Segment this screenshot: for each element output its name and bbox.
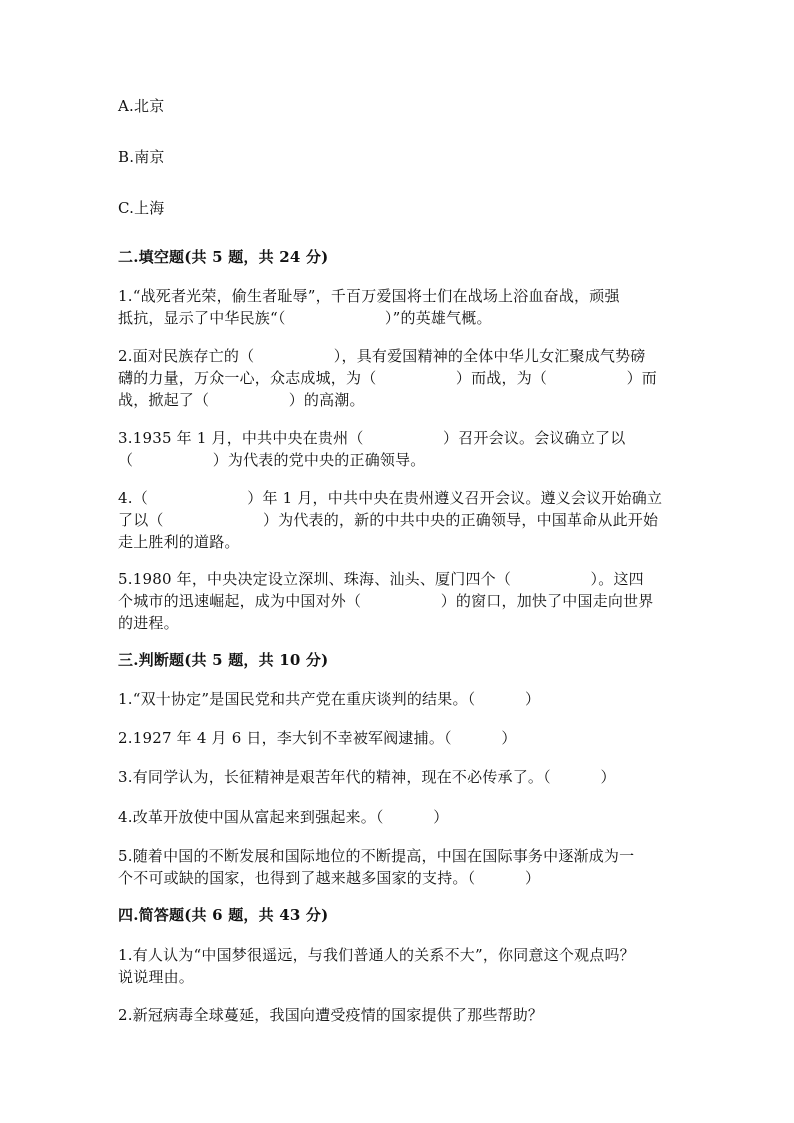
option-a: A.北京 [118, 97, 165, 115]
fill-q4-line3: 走上胜利的道路。 [118, 533, 240, 551]
option-c: C.上海 [118, 199, 165, 217]
fill-q5-line2: 个城市的迅速崛起，成为中国对外（ ）的窗口，加快了中国走向世界 [118, 592, 654, 610]
judge-q4: 4.改革开放使中国从富起来到强起来。（ ） [118, 808, 449, 826]
option-b: B.南京 [118, 148, 165, 166]
judge-q1: 1.“双十协定”是国民党和共产党在重庆谈判的结果。（ ） [118, 690, 541, 708]
judge-q5-line1: 5.随着中国的不断发展和国际地位的不断提高，中国在国际事务中逐渐成为一 [118, 847, 635, 865]
short-q1-line1: 1.有人认为“中国梦很遥远，与我们普通人的关系不大”，你同意这个观点吗？ [118, 946, 635, 964]
judge-q3: 3.有同学认为，长征精神是艰苦年代的精神，现在不必传承了。（ ） [118, 768, 616, 786]
fill-q1-line2: 抵抗，显示了中华民族“（ ）”的英雄气概。 [118, 309, 492, 327]
judge-q2: 2.1927 年 4 月 6 日，李大钊不幸被军阀逮捕。（ ） [118, 729, 517, 747]
section-4-heading: 四.简答题(共 6 题，共 43 分) [118, 906, 329, 924]
short-q1-line2: 说说理由。 [118, 968, 195, 986]
section-3-heading: 三.判断题(共 5 题，共 10 分) [118, 651, 329, 669]
judge-q5-line2: 个不可或缺的国家，也得到了越来越多国家的支持。（ ） [118, 869, 541, 887]
fill-q3-line2: （ ）为代表的党中央的正确领导。 [118, 451, 426, 469]
fill-q2-line1: 2.面对民族存亡的（ ），具有爱国精神的全体中华儿女汇聚成气势磅 [118, 347, 646, 365]
fill-q4-line2: 了以（ ）为代表的，新的中共中央的正确领导，中国革命从此开始 [118, 511, 659, 529]
fill-q4-line1: 4.（ ）年 1 月，中共中央在贵州遵义召开会议。遵义会议开始确立 [118, 489, 663, 507]
fill-q1-line1: 1.“战死者光荣，偷生者耻辱”，千百万爱国将士们在战场上浴血奋战，顽强 [118, 287, 620, 305]
fill-q5-line1: 5.1980 年，中央决定设立深圳、珠海、汕头、厦门四个（ ）。这四 [118, 570, 644, 588]
fill-q3-line1: 3.1935 年 1 月，中共中央在贵州（ ）召开会议。会议确立了以 [118, 429, 626, 447]
short-q2: 2.新冠病毒全球蔓延，我国向遭受疫情的国家提供了那些帮助？ [118, 1006, 544, 1024]
fill-q2-line3: 战，掀起了（ ）的高潮。 [118, 391, 365, 409]
fill-q5-line3: 的进程。 [118, 614, 179, 632]
fill-q2-line2: 礴的力量，万众一心，众志成城，为（ ）而战，为（ ）而 [118, 369, 657, 387]
section-2-heading: 二.填空题(共 5 题，共 24 分) [118, 248, 329, 266]
